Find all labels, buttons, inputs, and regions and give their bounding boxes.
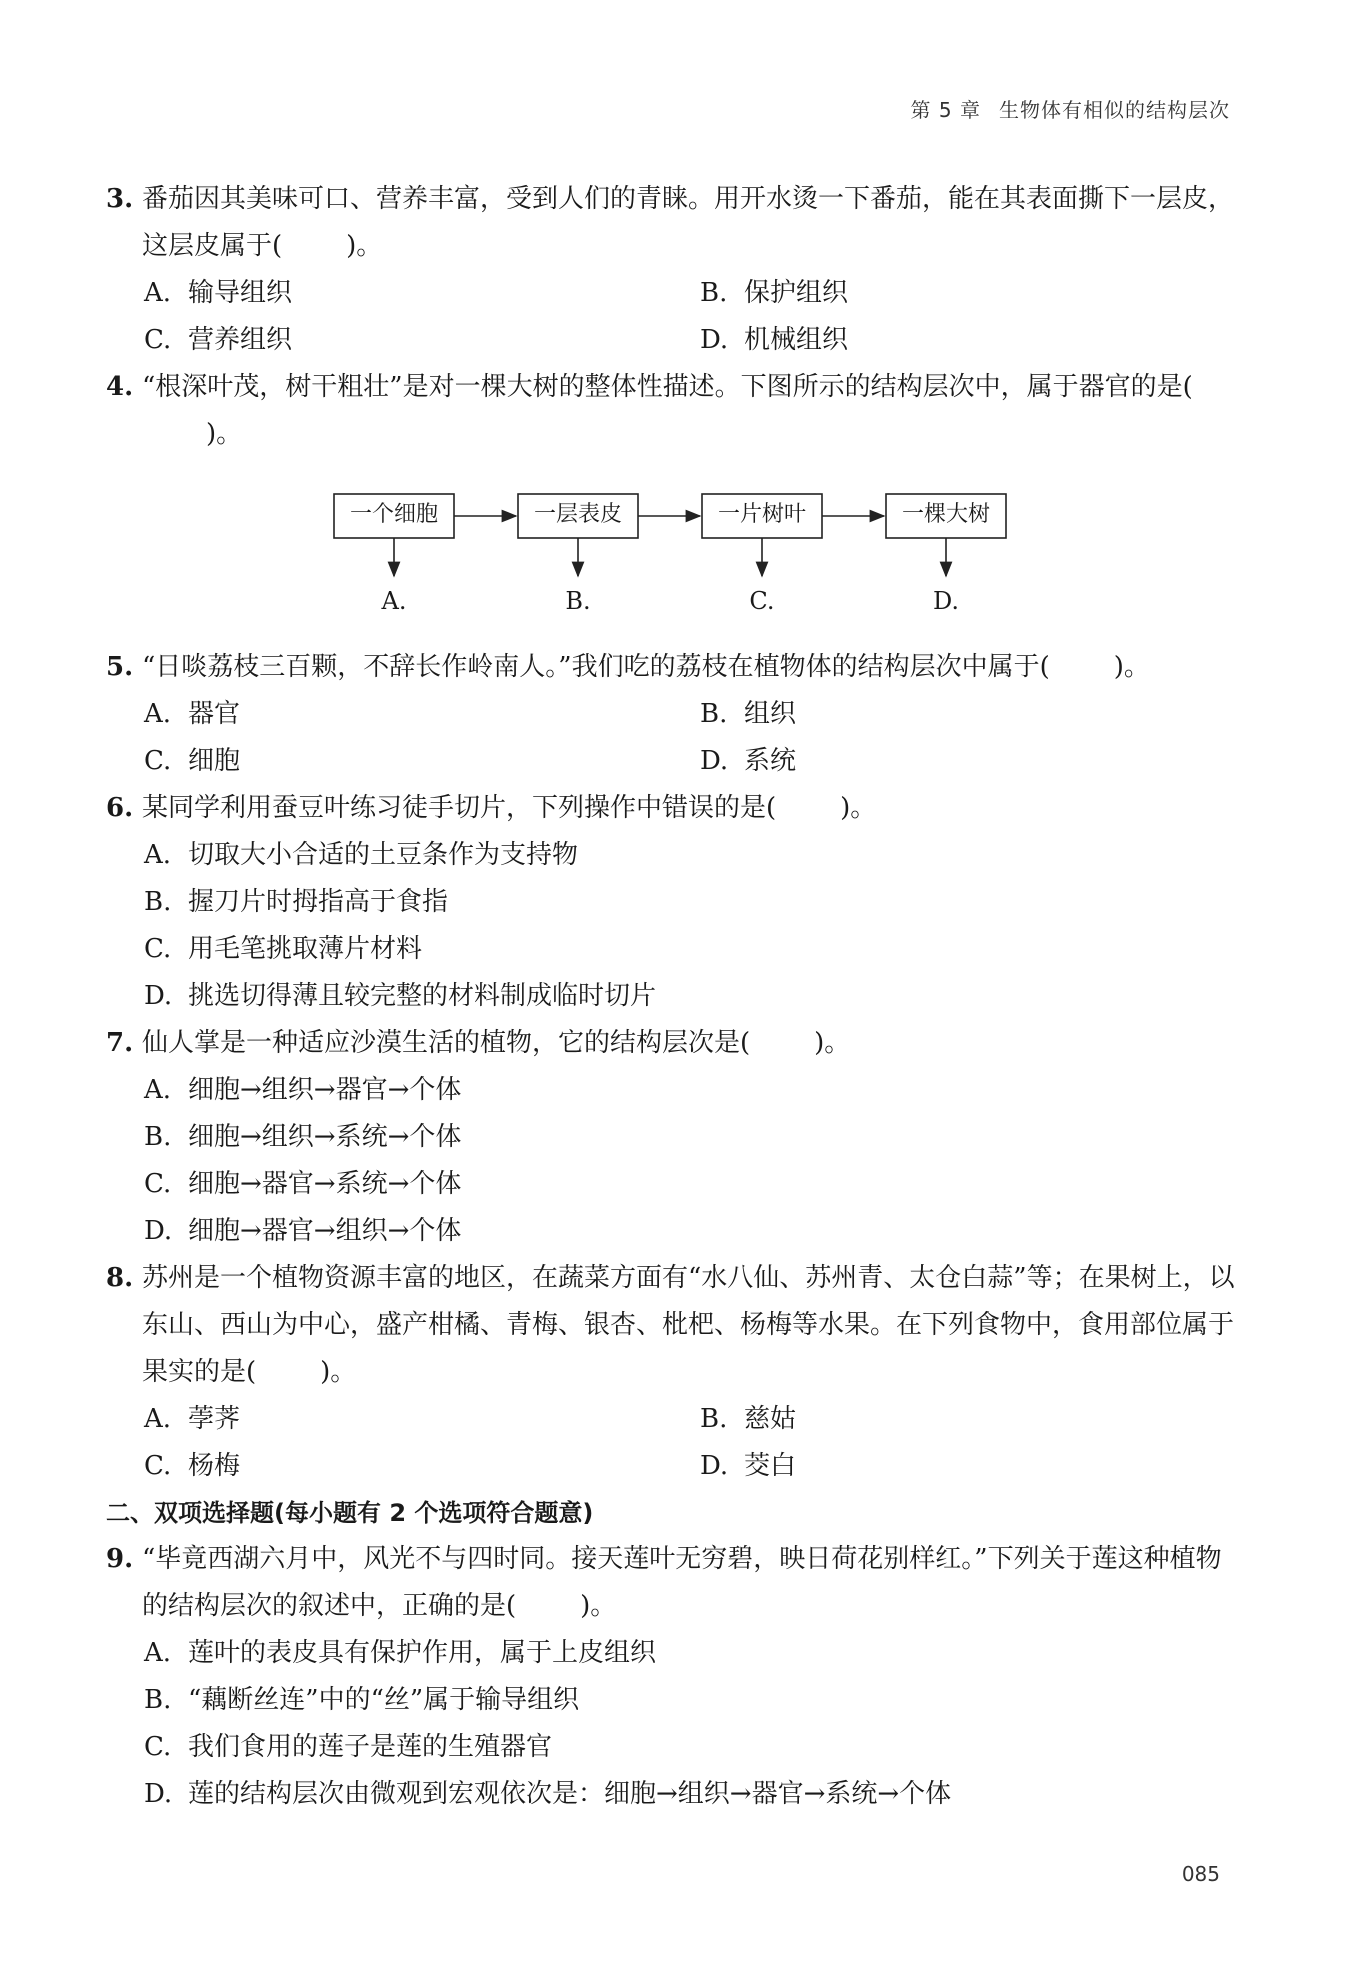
option-c[interactable]: C. 细胞	[144, 746, 241, 776]
question-number: 6.	[106, 793, 134, 823]
option-b[interactable]: B. 细胞→组织→系统→个体	[144, 1122, 462, 1152]
question-number: 5.	[106, 652, 134, 682]
box-label-tree: 一棵大树	[901, 502, 990, 527]
question-6	[106, 785, 1236, 1020]
question-8	[106, 1255, 1236, 1490]
page-number: 085	[1181, 1862, 1220, 1886]
diagram-option-a[interactable]: A.	[381, 587, 407, 615]
option-a[interactable]: A. 切取大小合适的土豆条作为支持物	[144, 840, 579, 870]
diagram-option-b[interactable]: B.	[565, 587, 591, 615]
question-number: 9.	[106, 1544, 134, 1574]
option-d[interactable]: D. 茭白	[700, 1451, 797, 1481]
option-a[interactable]: A. 莲叶的表皮具有保护作用，属于上皮组织	[144, 1638, 657, 1668]
box-label-cell: 一个细胞	[349, 502, 438, 527]
question-stem: “毕竟西湖六月中，风光不与四时同。接天莲叶无穷碧，映日荷花别样红。”下列关于莲这种植物的结构层次的叙述中，正确的是( )。	[142, 1544, 1222, 1621]
option-d[interactable]: D. 系统	[700, 746, 797, 776]
question-list	[106, 176, 1236, 1818]
chapter-number: 第 5 章	[910, 98, 981, 122]
option-a[interactable]: A. 细胞→组织→器官→个体	[144, 1075, 462, 1105]
question-3	[106, 176, 1236, 364]
chapter-title: 生物体有相似的结构层次	[999, 98, 1230, 122]
box-label-leaf: 一片树叶	[717, 502, 806, 527]
box-label-epidermis: 一层表皮	[533, 502, 622, 527]
option-b[interactable]: B. 握刀片时拇指高于食指	[144, 887, 449, 917]
question-number: 3.	[106, 184, 134, 214]
option-b[interactable]: B. 保护组织	[700, 278, 849, 308]
option-d[interactable]: D. 细胞→器官→组织→个体	[144, 1216, 462, 1246]
question-stem: 番茄因其美味可口、营养丰富，受到人们的青睐。用开水烫一下番茄，能在其表面撕下一层皮，这层皮属于( )。	[142, 184, 1235, 261]
question-number: 4.	[106, 372, 134, 402]
option-c[interactable]: C. 营养组织	[144, 325, 293, 355]
question-stem: 某同学利用蚕豆叶练习徒手切片，下列操作中错误的是( )。	[142, 793, 877, 823]
option-d[interactable]: D. 机械组织	[700, 325, 849, 355]
diagram-option-d[interactable]: D.	[932, 587, 959, 615]
option-a[interactable]: A. 器官	[144, 699, 241, 729]
option-c[interactable]: C. 细胞→器官→系统→个体	[144, 1169, 462, 1199]
diagram-lines	[106, 470, 1236, 630]
question-stem: 苏州是一个植物资源丰富的地区，在蔬菜方面有“水八仙、苏州青、太仓白蒜”等；在果树上，以东山、西山为中心，盛产柑橘、青梅、银杏、枇杷、杨梅等水果。在下列食物中，食用部位属于果实的是( )。	[142, 1263, 1235, 1387]
question-stem: 仙人掌是一种适应沙漠生活的植物，它的结构层次是( )。	[142, 1028, 851, 1058]
option-c[interactable]: C. 我们食用的莲子是莲的生殖器官	[144, 1732, 553, 1762]
running-header	[911, 94, 1230, 123]
option-b[interactable]: B. 组织	[700, 699, 797, 729]
option-d[interactable]: D. 挑选切得薄且较完整的材料制成临时切片	[144, 981, 657, 1011]
section-heading: 二、双项选择题(每小题有 2 个选项符合题意)	[106, 1499, 594, 1527]
question-stem: “日啖荔枝三百颗，不辞长作岭南人。”我们吃的荔枝在植物体的结构层次中属于( )。	[142, 652, 1150, 682]
question-number: 7.	[106, 1028, 134, 1058]
question-9	[106, 1536, 1236, 1818]
question-stem: “根深叶茂，树干粗壮”是对一棵大树的整体性描述。下图所示的结构层次中，属于器官的是()。	[142, 372, 1193, 449]
question-number: 8.	[106, 1263, 134, 1293]
option-d[interactable]: D. 莲的结构层次由微观到宏观依次是：细胞→组织→器官→系统→个体	[144, 1779, 952, 1809]
option-b[interactable]: B. 慈姑	[700, 1404, 797, 1434]
option-a[interactable]: A. 荸荠	[144, 1404, 241, 1434]
diagram-option-c[interactable]: C.	[749, 587, 775, 615]
question-4	[106, 364, 1236, 630]
question-7	[106, 1020, 1236, 1255]
option-c[interactable]: C. 杨梅	[144, 1451, 241, 1481]
structure-level-diagram	[106, 470, 1236, 630]
option-a[interactable]: A. 输导组织	[144, 278, 293, 308]
option-b[interactable]: B. “藕断丝连”中的“丝”属于输导组织	[144, 1685, 580, 1715]
question-5	[106, 644, 1236, 785]
option-c[interactable]: C. 用毛笔挑取薄片材料	[144, 934, 423, 964]
